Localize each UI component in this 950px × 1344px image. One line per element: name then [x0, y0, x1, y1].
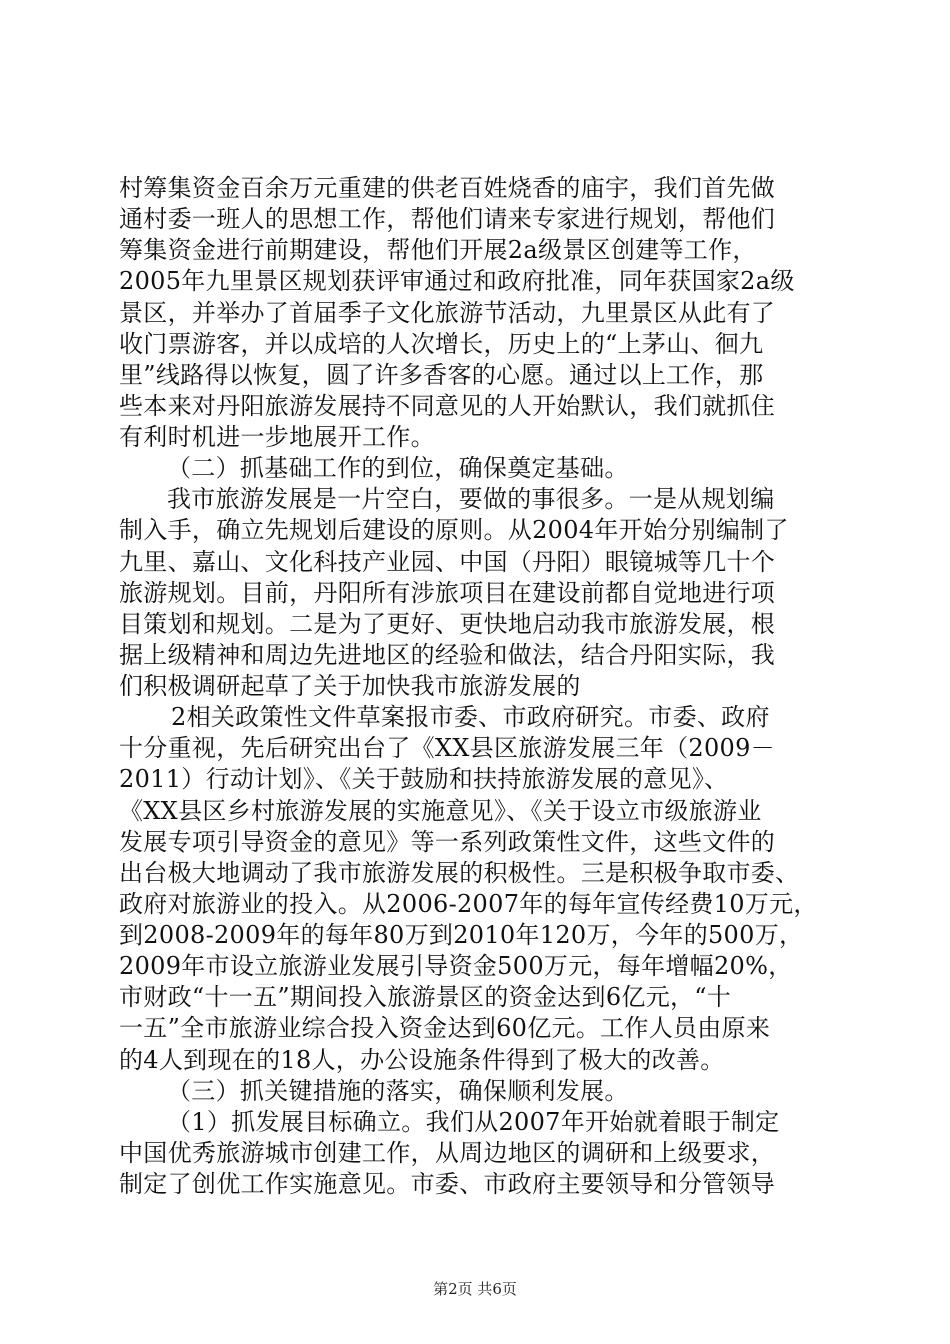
text-line: （1）抓发展目标确立。我们从2007年开始就着眼于制定: [167, 1108, 780, 1136]
text-line: 一五”全市旅游业综合投入资金达到60亿元。工作人员由原来: [119, 1014, 771, 1042]
text-line: 2005年九里景区规划获评审通过和政府批准，同年获国家2a级: [119, 267, 795, 295]
page-number-footer: 第2页 共6页: [433, 1280, 517, 1298]
text-line: 市财政“十一五”期间投入旅游景区的资金达到6亿元，“十: [119, 983, 732, 1011]
text-line: 目策划和规划。二是为了更好、更快地启动我市旅游发展，根: [119, 610, 776, 638]
text-line: 收门票游客，并以成培的人次增长，历史上的“上茅山、徊九: [119, 330, 764, 358]
text-line: 十分重视，先后研究出台了《XX县区旅游发展三年（2009－: [119, 734, 775, 762]
text-line: 村筹集资金百余万元重建的供老百姓烧香的庙宇，我们首先做: [119, 174, 776, 202]
text-line: 政府对旅游业的投入。从2006-2007年的每年宣传经费10万元，: [119, 890, 818, 918]
text-line: 筹集资金进行前期建设，帮他们开展2a级景区创建等工作，: [119, 236, 757, 264]
text-line: 九里、嘉山、文化科技产业园、中国（丹阳）眼镜城等几十个: [119, 548, 776, 576]
text-line: 们积极调研起草了关于加快我市旅游发展的: [119, 672, 581, 700]
text-line: 到2008-2009年的每年80万到2010年120万，今年的500万，: [119, 921, 804, 949]
text-line: 中国优秀旅游城市创建工作，从周边地区的调研和上级要求，: [119, 1139, 776, 1167]
text-line: 制入手，确立先规划后建设的原则。从2004年开始分别编制了: [119, 516, 789, 544]
text-line: 《XX县区乡村旅游发展的实施意见》、《关于设立市级旅游业: [119, 797, 762, 825]
text-line: 2相关政策性文件草案报市委、市政府研究。市委、政府: [171, 703, 770, 731]
text-line: 发展专项引导资金的意见》等一系列政策性文件，这些文件的: [119, 828, 776, 856]
text-line: 通村委一班人的思想工作，帮他们请来专家进行规划，帮他们: [119, 205, 776, 233]
text-line: 旅游规划。目前，丹阳所有涉旅项目在建设前都自觉地进行项: [119, 579, 776, 607]
text-line: 景区，并举办了首届季子文化旅游节活动，九里景区从此有了: [119, 299, 776, 327]
text-line: 里”线路得以恢复，圆了许多香客的心愿。通过以上工作，那: [119, 361, 764, 389]
text-line: 制定了创优工作实施意见。市委、市政府主要领导和分管领导: [119, 1170, 776, 1198]
section-heading: （三）抓关键措施的落实，确保顺利发展。: [167, 1077, 629, 1105]
text-line: 2009年市设立旅游业发展引导资金500万元，每年增幅20%，: [119, 952, 793, 980]
text-line: 的4人到现在的18人，办公设施条件得到了极大的改善。: [119, 1046, 725, 1074]
section-heading: （二）抓基础工作的到位，确保奠定基础。: [167, 454, 629, 482]
text-line: 出台极大地调动了我市旅游发展的积极性。三是积极争取市委、: [119, 859, 800, 887]
text-line: 2011）行动计划》、《关于鼓励和扶持旅游发展的意见》、: [119, 765, 729, 793]
text-line: 有利时机进一步地展开工作。: [119, 423, 435, 451]
text-line: 我市旅游发展是一片空白，要做的事很多。一是从规划编: [167, 485, 775, 513]
text-line: 些本来对丹阳旅游发展持不同意见的人开始默认，我们就抓住: [119, 392, 776, 420]
text-line: 据上级精神和周边先进地区的经验和做法，结合丹阳实际，我: [119, 641, 776, 669]
